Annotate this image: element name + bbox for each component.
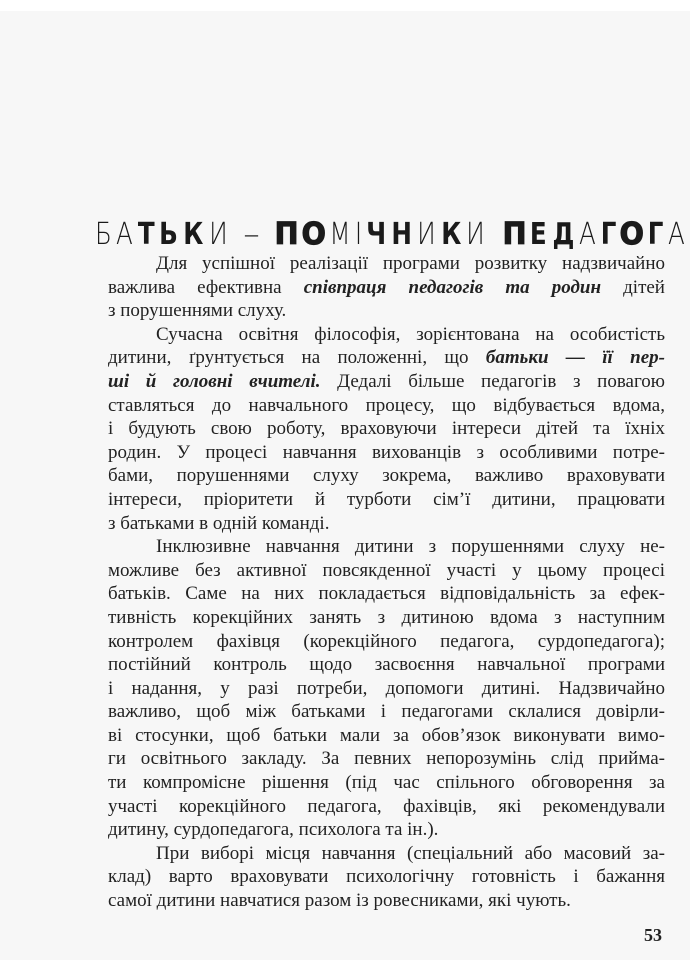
text-segment: постійний контроль щодо засвоєння навчальної програми: [108, 654, 665, 676]
text-segment: При виборі місця навчання (спеціальний або масовий за-: [156, 842, 665, 864]
top-margin: [0, 0, 690, 11]
title-letter: Ь: [159, 217, 180, 253]
title-word: [244, 213, 260, 257]
text-line: [108, 771, 665, 795]
text-segment: і надання, у разі потреби, допомоги дитині. Надзвичайно: [108, 677, 665, 699]
text-line: [108, 842, 665, 866]
title-letter: И: [417, 217, 437, 253]
text-segment: важливо, щоб між батьками і педагогами склалися довірли-: [108, 701, 665, 723]
emphasized-text: ші й головні вчителі.: [108, 370, 321, 392]
title-letter: Б: [94, 217, 113, 253]
title-letter: Е: [530, 217, 548, 253]
title-word: [502, 213, 687, 257]
title-letter: П: [275, 217, 300, 253]
title-letter: А: [116, 217, 134, 253]
paragraph: [108, 535, 665, 842]
text-line: [108, 299, 665, 323]
text-line: [108, 441, 665, 465]
title-letter: –: [243, 217, 262, 253]
title-word: [274, 213, 488, 257]
text-line: [108, 512, 665, 536]
text-segment: інтереси, пріоритети й турботи сім’ї дитини, працювати: [108, 488, 665, 510]
title-letter: Д: [552, 217, 575, 253]
text-segment: ставляться до навчального процесу, що відбувається вдома,: [108, 394, 665, 416]
text-line: [108, 370, 665, 394]
text-line: [108, 677, 665, 701]
text-segment: ги освітнього закладу. За певних непорозумінь слід прийма-: [108, 748, 665, 770]
title-letter: О: [619, 217, 645, 253]
text-line: [108, 252, 665, 276]
text-line: [108, 630, 665, 654]
paragraph: [108, 842, 665, 913]
emphasized-text: батьки — її пер-: [485, 347, 665, 369]
text-line: [108, 417, 665, 441]
text-segment: родин. У процесі навчання вихованців з особливими потре-: [108, 441, 665, 463]
title-letter: Г: [600, 217, 618, 253]
text-segment: ві стосунки, щоб батьки мали за обов’язок виконувати вимо-: [108, 724, 665, 746]
text-segment: бами, порушеннями слуху зокрема, важливо враховувати: [108, 465, 665, 487]
text-segment: можливе без активної повсякденної участі у цьому процесі: [108, 559, 665, 581]
text-segment: батьків. Саме на них покладається відповідальність за ефек-: [108, 583, 665, 605]
title-letter: И: [208, 217, 229, 253]
title-letter: К: [441, 217, 463, 253]
text-line: [108, 535, 665, 559]
title-letter: Ч: [366, 217, 387, 253]
text-segment: Дедалі більше педагогів з повагою: [320, 370, 665, 392]
emphasized-text: співпраця педагогів та родин: [303, 276, 602, 298]
paragraph: [108, 252, 665, 323]
text-segment: тивність корекційних занять з дитиною вдома з наступним: [108, 606, 665, 628]
text-segment: клад) варто враховувати психологічну готовність і бажання: [108, 866, 665, 888]
title-letter: А: [667, 217, 686, 253]
title-letter: П: [502, 217, 528, 253]
text-line: [108, 582, 665, 606]
text-segment: участі корекційного педагога, фахівців, які рекомендували: [108, 795, 665, 817]
text-line: [108, 818, 665, 842]
title-letter: Г: [647, 217, 664, 253]
title-letter: К: [183, 217, 205, 253]
title-word: [93, 213, 231, 257]
text-segment: важлива ефективна: [108, 276, 304, 298]
text-line: [108, 795, 665, 819]
text-line: [108, 276, 665, 300]
text-segment: і будують свою роботу, враховуючи інтереси дітей та їхніх: [108, 418, 665, 440]
text-line: [108, 488, 665, 512]
text-line: [108, 606, 665, 630]
text-line: [108, 346, 665, 370]
text-segment: дитини, ґрунтується на положенні, що: [108, 347, 486, 369]
text-segment: дітей: [601, 276, 665, 298]
text-line: [108, 653, 665, 677]
body-text: [108, 252, 665, 913]
text-segment: самої дитини навчатися разом із ровесниками, які чують.: [108, 890, 571, 912]
text-segment: з порушеннями слуху.: [108, 300, 287, 322]
text-segment: Сучасна освітня філософія, зорієнтована на особистість: [156, 323, 665, 345]
text-line: [108, 464, 665, 488]
title-letter: І: [354, 217, 363, 253]
page-title: [0, 213, 690, 257]
paragraph: [108, 323, 665, 535]
title-letter: Т: [137, 217, 156, 253]
text-segment: з батьками в одній команді.: [108, 512, 330, 534]
text-segment: Інклюзивне навчання дитини з порушеннями слуху не-: [156, 536, 665, 558]
page-number: 53: [644, 925, 662, 945]
text-segment: Для успішної реалізації програми розвитку надзвичайно: [156, 253, 665, 274]
title-letter: М: [329, 217, 352, 253]
text-line: [108, 394, 665, 418]
text-segment: ти компромісне рішення (під час спільного обговорення за: [108, 772, 665, 794]
text-line: [108, 559, 665, 583]
text-line: [108, 724, 665, 748]
text-line: [108, 865, 665, 889]
title-letter: О: [301, 217, 327, 253]
text-line: [108, 700, 665, 724]
text-segment: контролем фахівця (корекційного педагога, сурдопедагога);: [108, 630, 665, 652]
title-letter: А: [579, 217, 597, 253]
text-line: [108, 323, 665, 347]
text-segment: дитину, сурдопедагога, психолога та ін.).: [108, 819, 439, 841]
text-line: [108, 747, 665, 771]
title-letter: Н: [391, 217, 413, 253]
title-letter: И: [466, 217, 486, 253]
text-line: [108, 889, 665, 913]
